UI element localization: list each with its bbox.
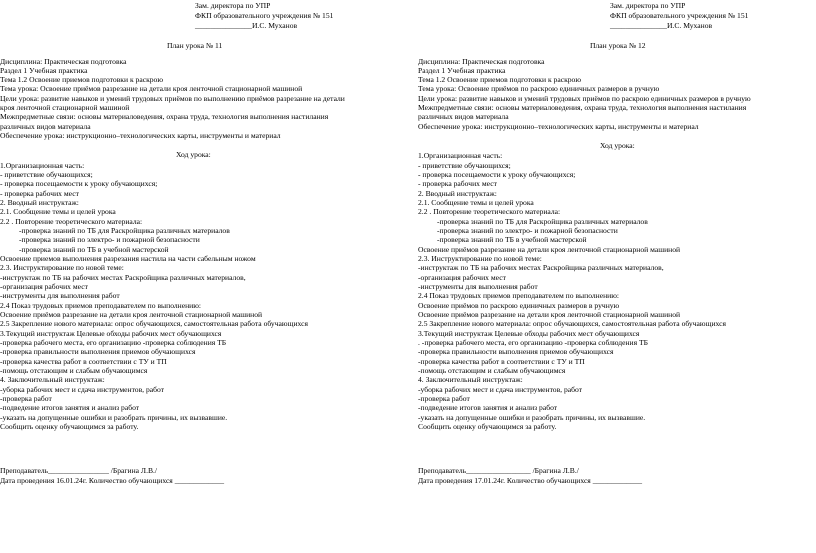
course-line: 3.Текущий инструктаж Целевые обходы рабочих мест обучающихся xyxy=(0,329,222,338)
info-line: различных видов материала xyxy=(418,112,509,121)
course-line: Освоение приёмов разрезание на детали кроя ленточной стационарной машиной xyxy=(418,310,681,319)
course-line: 1.Организационная часть: xyxy=(418,151,503,160)
course-line: Сообщить оценку обучающимся за работу. xyxy=(0,422,139,431)
lesson-plan-11 xyxy=(0,0,400,553)
course-line: -уборка рабочих мест и сдача инструментов, работ xyxy=(418,385,583,394)
course-line: . -проверка рабочего места, его организацию -проверка соблюдения ТБ xyxy=(418,338,648,347)
course-line: 2.4 Показ трудовых приемов преподавателем по выполнению: xyxy=(0,301,202,310)
info-line: Дисциплина: Практическая подготовка xyxy=(418,57,545,66)
course-line: -проверка знаний по ТБ для Раскройщика различных материалов xyxy=(19,226,230,235)
teacher-signature: Преподаватель________________ /Брагина Л.В./ xyxy=(0,466,158,475)
info-line: Тема 1.2 Освоение приемов подготовки к раскрою xyxy=(0,75,164,84)
course-line: -проверка знаний по ТБ для Раскройщика различных материалов xyxy=(437,217,648,226)
course-line: -подведение итогов занятия и анализ работ xyxy=(418,403,558,412)
course-line: 2.2 . Повторение теоретического материала: xyxy=(0,217,143,226)
course-line: 2. Вводный инструктаж: xyxy=(418,189,497,198)
info-line: Цели урока: развитие навыков и умений трудовых приёмов по выполнению приёмов разрезание на детали xyxy=(0,94,345,103)
info-line: кроя ленточной стационарной машиной xyxy=(0,103,130,112)
info-line: Межпредметные связи: основы материаловедения, охрана труда, технология выполнения настилания xyxy=(418,103,747,112)
course-line: -проверка знаний по электро- и пожарной безопасности xyxy=(19,235,200,244)
course-line: -инструктаж по ТБ на рабочих местах Раскройщика различных материалов, xyxy=(418,263,664,272)
info-line: Цели урока: развитие навыков и умений трудовых приёмов по раскрою единичных размеров в ручную xyxy=(418,94,751,103)
info-line: Раздел 1 Учебная практика xyxy=(0,66,88,75)
course-title: Ход урока: xyxy=(176,150,211,159)
course-line: 2.3. Инструктирование по новой теме: xyxy=(418,254,542,263)
course-line: -проверка знаний по электро- и пожарной безопасности xyxy=(437,226,618,235)
approval-signature: _______________И.С. Муханов xyxy=(610,21,713,30)
course-line: -указать на допущенные ошибки и разобрать причины, их вызвавшие. xyxy=(418,413,646,422)
course-line: - проверка посещаемости к уроку обучающихся; xyxy=(418,170,576,179)
course-line: -проверка работ xyxy=(0,394,52,403)
approval-position: Зам. директора по УПР xyxy=(610,1,686,10)
info-line: Обеспечение урока: инструкционно–технологических карты, инструменты и материал xyxy=(418,122,699,131)
lesson-date: Дата проведения 17.01.24г. Количество обучающихся _____________ xyxy=(418,476,643,485)
lesson-date: Дата проведения 16.01.24г. Количество обучающихся _____________ xyxy=(0,476,225,485)
approval-signature: _______________И.С. Муханов xyxy=(195,21,298,30)
course-line: 2.5 Закрепление нового материала: опрос обучающихся, самостоятельная работа обучающихся xyxy=(0,319,308,328)
course-line: 2.5 Закрепление нового материала: опрос обучающихся, самостоятельная работа обучающихся xyxy=(418,319,726,328)
course-line: -проверка правильности выполнения приемов обучающихся xyxy=(0,347,196,356)
info-line: Тема урока: Освоение приёмов по раскрою единичных размеров в ручную xyxy=(418,84,660,93)
course-line: - проверка посещаемости к уроку обучающихся; xyxy=(0,179,158,188)
course-line: Освоение приёмов разрезание на детали кроя ленточной стационарной машиной xyxy=(0,310,263,319)
info-line: Раздел 1 Учебная практика xyxy=(418,66,506,75)
plan-title: План урока № 12 xyxy=(590,41,646,50)
info-line: различных видов материала xyxy=(0,122,91,131)
course-line: 2.3. Инструктирование по новой теме: xyxy=(0,263,124,272)
course-line: 2. Вводный инструктаж: xyxy=(0,198,79,207)
course-line: 2.1. Сообщение темы и целей урока xyxy=(418,198,534,207)
info-line: Дисциплина: Практическая подготовка xyxy=(0,57,127,66)
approval-position: Зам. директора по УПР xyxy=(195,1,271,10)
course-line: -инструменты для выполнения работ xyxy=(0,291,120,300)
course-line: -проверка качества работ в соответствии с ТУ и ТП xyxy=(0,357,167,366)
course-line: -инструменты для выполнения работ xyxy=(418,282,538,291)
course-line: Освоение приёмов разрезание на детали кроя ленточной стационарной машиной xyxy=(418,245,681,254)
course-line: -помощь отстающим и слабым обучающимся xyxy=(0,366,148,375)
course-line: - проверка рабочих мест xyxy=(418,179,497,188)
course-line: 1.Организационная часть: xyxy=(0,161,85,170)
approval-organization: ФКП образовательного учреждения № 151 xyxy=(610,11,749,20)
course-line: 4. Заключительный инструктаж: xyxy=(0,375,105,384)
course-line: -подведение итогов занятия и анализ работ xyxy=(0,403,140,412)
course-line: -инструктаж по ТБ на рабочих местах Раскройщика различных материалов, xyxy=(0,273,246,282)
info-line: Межпредметные связи: основы материаловедения, охрана труда, технология выполнения настилания xyxy=(0,112,329,121)
course-line: 2.1. Сообщение темы и целей урока xyxy=(0,207,116,216)
course-line: - проверка рабочих мест xyxy=(0,189,79,198)
lesson-plan-12 xyxy=(418,0,816,553)
course-line: 2.4 Показ трудовых приемов преподавателем по выполнению: xyxy=(418,291,620,300)
course-line: -проверка знаний по ТБ в учебной мастерской xyxy=(437,235,587,244)
course-line: -уборка рабочих мест и сдача инструментов, работ xyxy=(0,385,165,394)
course-line: 4. Заключительный инструктаж: xyxy=(418,375,523,384)
course-line: Освоение приемов выполнения разрезания настила на части сабельным ножом xyxy=(0,254,256,263)
course-line: -проверка качества работ в соответствии с ТУ и ТП xyxy=(418,357,585,366)
course-line: -организация рабочих мест xyxy=(418,273,506,282)
course-title: Ход урока: xyxy=(600,141,635,150)
course-line: Сообщить оценку обучающимся за работу. xyxy=(418,422,557,431)
course-line: -проверка знаний по ТБ в учебной мастерской xyxy=(19,245,169,254)
approval-organization: ФКП образовательного учреждения № 151 xyxy=(195,11,334,20)
course-line: -проверка правильности выполнения приемов обучающихся xyxy=(418,347,614,356)
course-line: -проверка работ xyxy=(418,394,470,403)
course-line: 2.2 . Повторение теоретического материала: xyxy=(418,207,561,216)
course-line: -помощь отстающим и слабым обучающимся xyxy=(418,366,566,375)
course-line: - приветствие обучающихся; xyxy=(418,161,511,170)
course-line: 3.Текущий инструктаж Целевые обходы рабочих мест обучающихся xyxy=(418,329,640,338)
course-line: Освоение приёмов по раскрою единичных размеров в ручную xyxy=(418,301,620,310)
info-line: Тема 1.2 Освоение приемов подготовки к раскрою xyxy=(418,75,582,84)
plan-title: План урока № 11 xyxy=(167,41,223,50)
info-line: Тема урока: Освоение приёмов разрезание на детали кроя ленточной стационарной машиной xyxy=(0,84,303,93)
course-line: - приветствие обучающихся; xyxy=(0,170,93,179)
teacher-signature: Преподаватель_________________ /Брагина Л.В./ xyxy=(418,466,579,475)
course-line: -организация рабочих мест xyxy=(0,282,88,291)
course-line: -указать на допущенные ошибки и разобрать причины, их вызвавшие. xyxy=(0,413,228,422)
info-line: Обеспечение урока: инструкционно–технологических карты, инструменты и материал xyxy=(0,131,281,140)
course-line: -проверка рабочего места, его организацию -проверка соблюдения ТБ xyxy=(0,338,227,347)
